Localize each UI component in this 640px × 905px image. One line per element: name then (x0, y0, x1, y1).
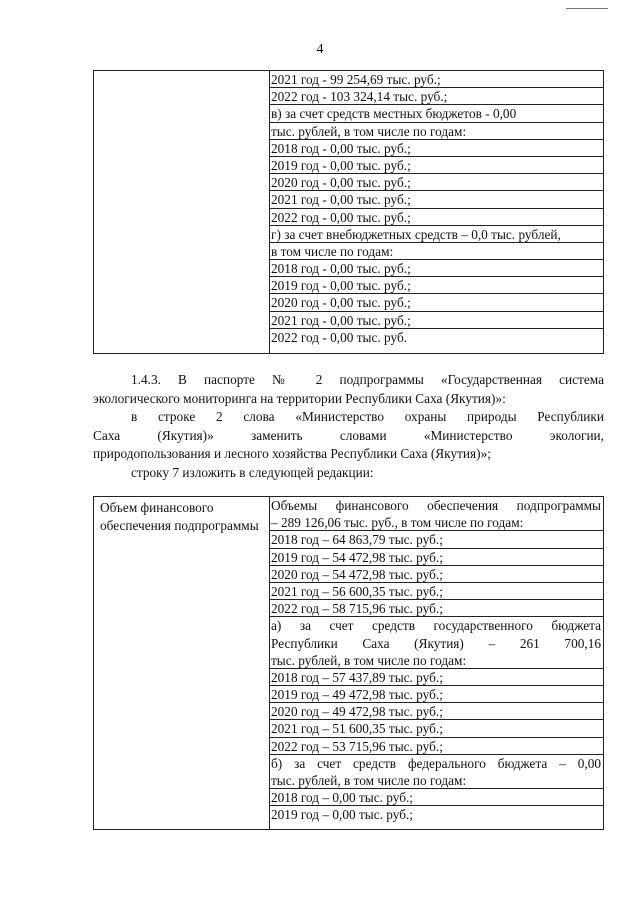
table-line: 2021 год – 56 600,35 тыс. руб.; (270, 583, 603, 600)
table-line: 2022 год - 0,00 тыс. руб. (271, 329, 408, 345)
table-line: 2018 год – 64 863,79 тыс. руб.; (270, 531, 603, 548)
table-line: 2018 год - 0,00 тыс. руб.; (270, 140, 603, 157)
table-line: в) за счет средств местных бюджетов - 0,00 (270, 105, 603, 122)
table-line: 2018 год – 0,00 тыс. руб.; (270, 789, 603, 806)
table-right-column (270, 71, 603, 346)
table-line: 2019 год – 49 472,98 тыс. руб.; (270, 686, 603, 703)
table-line: 2022 год – 58 715,96 тыс. руб.; (270, 600, 603, 617)
table-line: 2018 год – 57 437,89 тыс. руб.; (270, 669, 603, 686)
page-number: 4 (316, 42, 324, 57)
table-line: 2018 год - 0,00 тыс. руб.; (270, 260, 603, 277)
table-line: 2020 год – 54 472,98 тыс. руб.; (270, 566, 603, 583)
table-line: тыс. рублей, в том числе по годам: (270, 772, 603, 789)
funding-table-continued (93, 70, 604, 354)
table-line: б) за счет средств федерального бюджета – 0,00 (271, 755, 601, 771)
table-line: 2021 год - 99 254,69 тыс. руб.; (270, 71, 603, 88)
table-line: 2020 год – 49 472,98 тыс. руб.; (270, 703, 603, 720)
paragraph-line: природопользования и лесного хозяйства Республики Саха (Якутия)»; (93, 446, 491, 461)
table-line: 2019 год - 0,00 тыс. руб.; (270, 157, 603, 174)
table-left-label: Объем финансового обеспечения подпрограммы (100, 500, 259, 533)
table-line: 2021 год - 0,00 тыс. руб.; (270, 191, 603, 208)
table-line: 2021 год - 0,00 тыс. руб.; (270, 312, 603, 329)
amendment-paragraph (93, 371, 604, 482)
table-line: 2022 год - 103 324,14 тыс. руб.; (270, 88, 603, 105)
table-line: 2019 год - 0,00 тыс. руб.; (270, 277, 603, 294)
table-line: – 289 126,06 тыс. руб., в том числе по годам: (270, 514, 603, 531)
table-line: Республики Саха (Якутия) – 261 700,16 (271, 635, 601, 651)
paragraph-line: Саха (Якутия)» заменить словами «Министерство экологии, (93, 427, 604, 443)
funding-table-new (93, 496, 604, 830)
paragraph-line: экологического мониторинга на территории Республики Саха (Якутия)»: (93, 390, 506, 406)
paragraph-line: в строке 2 слова «Министерство охраны природы Республики (131, 409, 604, 424)
table-line: 2022 год - 0,00 тыс. руб.; (270, 209, 603, 226)
paragraph-line: строку 7 изложить в следующей редакции: (131, 464, 374, 480)
table-line: 2019 год – 0,00 тыс. руб.; (271, 807, 413, 823)
table-line: 2020 год - 0,00 тыс. руб.; (270, 174, 603, 191)
table-line: а) за счет средств государственного бюджета (271, 618, 601, 634)
table-line: г) за счет внебюджетных средств – 0,0 тыс. рублей, (270, 226, 603, 243)
corner-mark (566, 8, 608, 9)
table-line: 2022 год – 53 715,96 тыс. руб.; (270, 738, 603, 755)
table-line: в том числе по годам: (270, 243, 603, 260)
table-line: 2020 год - 0,00 тыс. руб.; (270, 294, 603, 311)
paragraph-line: 1.4.3. В паспорте № 2 подпрограммы «Государственная система (131, 372, 604, 387)
table-line: тыс. рублей, в том числе по годам: (270, 123, 603, 140)
table-line: 2019 год – 54 472,98 тыс. руб.; (270, 549, 603, 566)
table-right-column (270, 497, 603, 824)
table-line: Объемы финансового обеспечения подпрограммы (271, 498, 601, 513)
table-line: тыс. рублей, в том числе по годам: (270, 652, 603, 669)
table-line: 2021 год – 51 600,35 тыс. руб.; (270, 720, 603, 737)
